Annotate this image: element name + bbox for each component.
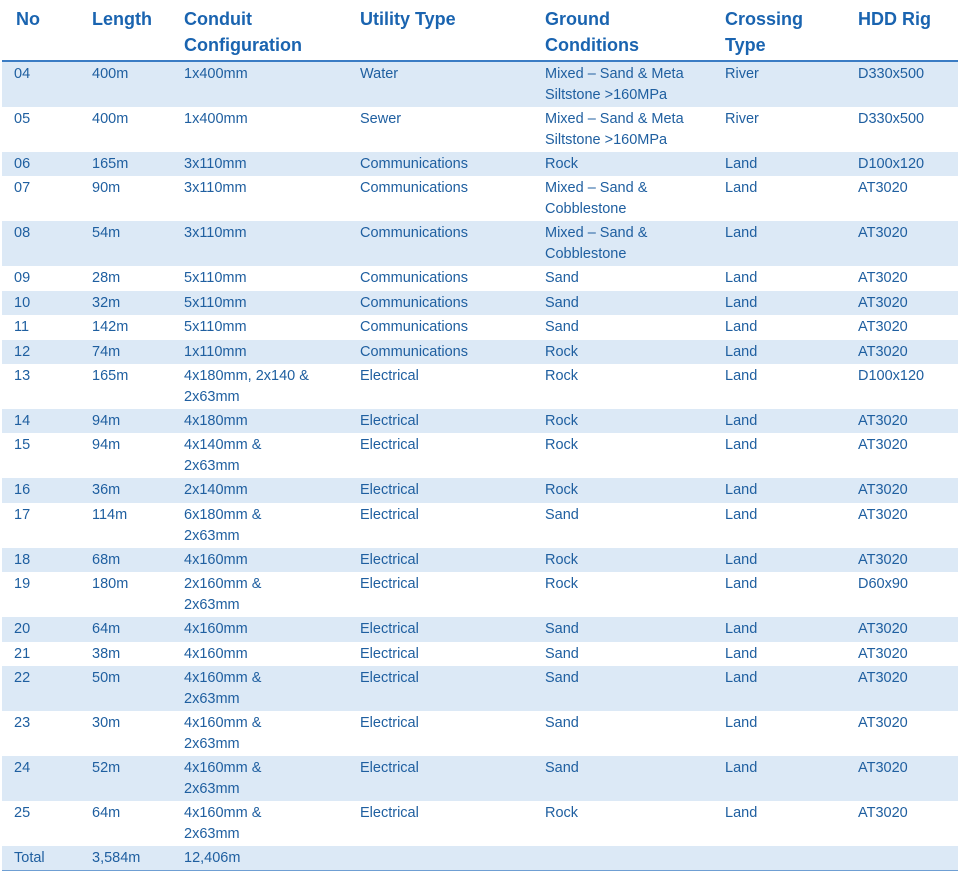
table-row [2, 364, 958, 409]
table-row [2, 503, 958, 548]
cell-no: 10 [2, 291, 80, 315]
cell-length: 30m [92, 714, 121, 731]
cell-no: 19 [14, 576, 31, 593]
cell-length: 74m [80, 340, 172, 364]
cell-length: 94m [80, 409, 172, 433]
cell-crossing-type: Land [725, 804, 758, 821]
cell-utility-type: Electrical [348, 409, 533, 433]
cell-conduit-configuration: 4x140mm & 2x63mm [184, 437, 262, 475]
header-ground-conditions: Ground Conditions [533, 0, 713, 61]
cell-length: 54m [80, 221, 172, 266]
cell-utility-type: Electrical [360, 506, 419, 523]
cell-no: 06 [2, 152, 80, 176]
table-row [2, 642, 958, 666]
cell-no: 23 [14, 714, 31, 731]
table-row [2, 315, 958, 339]
cell-conduit-configuration: 2x160mm & 2x63mm [184, 576, 262, 614]
cell-ground-conditions: Rock [533, 548, 713, 572]
cell-utility-type: Electrical [360, 437, 419, 454]
cell-conduit-configuration: 1x400mm [184, 111, 248, 127]
cell-crossing-type: River [713, 61, 846, 107]
cell-crossing-type: Land [713, 478, 846, 502]
cell-crossing-type: River [725, 111, 759, 127]
cell-ground-conditions: Rock [533, 409, 713, 433]
cell-hdd-rig: AT3020 [858, 437, 908, 454]
cell-crossing-type: Land [725, 319, 758, 336]
cell-crossing-type: Land [713, 548, 846, 572]
cell-ground-conditions: Sand [533, 291, 713, 315]
cell-no: 20 [2, 617, 80, 641]
cell-conduit-configuration: 6x180mm & 2x63mm [184, 506, 262, 544]
cell-crossing-type: Land [725, 180, 758, 197]
cell-length: 50m [80, 666, 172, 711]
cell-length: 90m [92, 180, 121, 197]
table-row [2, 801, 958, 846]
cell-hdd-rig: AT3020 [846, 666, 958, 711]
cell-conduit-configuration: 3x110mm [172, 152, 348, 176]
cell-hdd-rig: D60x90 [858, 576, 908, 593]
cell-utility-type: Electrical [348, 548, 533, 572]
cell-length: 165m [92, 367, 129, 384]
cell-no: 15 [14, 437, 31, 454]
table-row [2, 409, 958, 433]
cell-conduit-configuration: 5x110mm [184, 270, 247, 287]
cell-ground-conditions [533, 846, 713, 871]
cell-hdd-rig [846, 846, 958, 871]
cell-crossing-type: Land [713, 409, 846, 433]
cell-utility-type: Communications [348, 340, 533, 364]
cell-crossing-type: Land [725, 645, 758, 662]
cell-conduit-configuration: 4x160mm & 2x63mm [172, 666, 348, 711]
cell-conduit-configuration: 4x160mm & 2x63mm [172, 756, 348, 801]
cell-hdd-rig: AT3020 [858, 180, 908, 197]
table-row [2, 572, 958, 617]
cell-hdd-rig: AT3020 [846, 340, 958, 364]
cell-length: 68m [80, 548, 172, 572]
header-no: No [2, 0, 80, 61]
cell-crossing-type: Land [713, 291, 846, 315]
cell-conduit-configuration: 1x400mm [172, 61, 348, 107]
cell-crossing-type: Land [713, 756, 846, 801]
cell-utility-type [348, 846, 533, 871]
cell-crossing-type: Land [725, 506, 758, 523]
cell-conduit-configuration: 5x110mm [184, 319, 247, 336]
cell-ground-conditions: Sand [545, 506, 579, 523]
cell-conduit-configuration: 4x180mm, 2x140 & 2x63mm [184, 367, 309, 405]
header-length: Length [80, 0, 172, 61]
cell-no: 21 [14, 645, 31, 662]
cell-length: 400m [80, 61, 172, 107]
cell-crossing-type: Land [713, 340, 846, 364]
cell-utility-type: Electrical [360, 804, 419, 821]
cell-utility-type: Electrical [360, 576, 419, 593]
cell-hdd-rig: AT3020 [858, 506, 908, 523]
hdd-crossings-table [2, 0, 958, 871]
table-row [2, 666, 958, 711]
cell-hdd-rig: AT3020 [858, 645, 908, 662]
cell-length: 64m [80, 617, 172, 641]
cell-no: 25 [14, 804, 31, 821]
cell-utility-type: Communications [348, 291, 533, 315]
cell-hdd-rig: AT3020 [858, 714, 908, 731]
cell-utility-type: Electrical [360, 714, 419, 731]
cell-ground-conditions: Rock [545, 804, 579, 821]
cell-no: 22 [2, 666, 80, 711]
table-row [2, 617, 958, 641]
header-utility-type: Utility Type [348, 0, 533, 61]
cell-utility-type: Communications [348, 152, 533, 176]
table-row [2, 221, 958, 266]
cell-ground-conditions: Mixed – Sand & Meta Siltstone >160MPa [545, 111, 684, 148]
cell-ground-conditions: Rock [545, 367, 579, 384]
cell-no: 09 [14, 270, 31, 287]
table-row [2, 756, 958, 801]
cell-length: 94m [92, 437, 121, 454]
cell-crossing-type: Land [713, 221, 846, 266]
cell-utility-type: Electrical [348, 756, 533, 801]
cell-ground-conditions: Sand [545, 645, 579, 662]
table-row [2, 433, 958, 478]
table-row [2, 152, 958, 176]
cell-utility-type: Electrical [360, 645, 419, 662]
cell-utility-type: Communications [348, 221, 533, 266]
cell-hdd-rig: AT3020 [858, 270, 908, 287]
cell-conduit-configuration: 4x160mm & 2x63mm [184, 714, 262, 752]
cell-conduit-configuration: 3x110mm [184, 180, 247, 197]
cell-hdd-rig: AT3020 [858, 804, 908, 821]
cell-conduit-configuration: 3x110mm [172, 221, 348, 266]
cell-hdd-rig: AT3020 [846, 478, 958, 502]
cell-no: 04 [2, 61, 80, 107]
cell-ground-conditions: Rock [545, 437, 579, 454]
header-row [2, 0, 958, 61]
cell-hdd-rig: D330x500 [858, 111, 925, 127]
cell-no: 07 [14, 180, 31, 197]
table-row [2, 478, 958, 502]
cell-length: 180m [92, 576, 129, 593]
cell-ground-conditions: Sand [533, 617, 713, 641]
table-row [2, 291, 958, 315]
cell-hdd-rig: AT3020 [846, 409, 958, 433]
cell-hdd-rig: AT3020 [846, 756, 958, 801]
cell-length: 165m [80, 152, 172, 176]
cell-length: 142m [92, 319, 129, 336]
cell-crossing-type: Land [713, 666, 846, 711]
cell-conduit-configuration: 2x140mm [172, 478, 348, 502]
table-row [2, 266, 958, 290]
cell-no: 18 [2, 548, 80, 572]
cell-hdd-rig: D100x120 [858, 367, 925, 384]
cell-ground-conditions: Mixed – Sand & Cobblestone [533, 221, 713, 266]
cell-utility-type: Sewer [360, 111, 402, 127]
cell-hdd-rig: AT3020 [846, 617, 958, 641]
table-row [2, 107, 958, 152]
cell-no: 14 [2, 409, 80, 433]
cell-utility-type: Electrical [360, 367, 419, 384]
cell-utility-type: Communications [360, 319, 468, 336]
cell-conduit-configuration: 1x110mm [172, 340, 348, 364]
cell-ground-conditions: Mixed – Sand & Cobblestone [545, 180, 648, 218]
cell-no: 08 [2, 221, 80, 266]
cell-ground-conditions: Rock [545, 576, 579, 593]
table-row [2, 711, 958, 756]
cell-ground-conditions: Sand [545, 270, 579, 287]
cell-length: 114m [92, 506, 128, 523]
cell-utility-type: Electrical [348, 666, 533, 711]
cell-length: 52m [80, 756, 172, 801]
cell-no: 11 [14, 319, 30, 336]
cell-length: 38m [92, 645, 121, 662]
cell-length: 28m [92, 270, 121, 287]
cell-utility-type: Electrical [348, 478, 533, 502]
cell-hdd-rig: AT3020 [858, 319, 908, 336]
cell-length: 400m [92, 111, 129, 127]
cell-length: 3,584m [80, 846, 172, 871]
cell-conduit-configuration: 5x110mm [172, 291, 348, 315]
cell-hdd-rig: AT3020 [846, 548, 958, 572]
cell-length: 32m [80, 291, 172, 315]
cell-no: 05 [14, 111, 31, 127]
cell-crossing-type: Land [725, 367, 758, 384]
cell-no: 17 [14, 506, 31, 523]
cell-ground-conditions: Mixed – Sand & Meta Siltstone >160MPa [533, 61, 713, 107]
cell-utility-type: Electrical [348, 617, 533, 641]
cell-crossing-type: Land [725, 270, 758, 287]
cell-no: 12 [2, 340, 80, 364]
cell-ground-conditions: Rock [533, 152, 713, 176]
cell-utility-type: Water [348, 61, 533, 107]
cell-ground-conditions: Rock [533, 478, 713, 502]
cell-length: 64m [92, 804, 121, 821]
cell-crossing-type [713, 846, 846, 871]
cell-hdd-rig: D330x500 [846, 61, 958, 107]
cell-no: 16 [2, 478, 80, 502]
cell-ground-conditions: Sand [533, 756, 713, 801]
table-row [2, 340, 958, 364]
cell-conduit-configuration: 4x160mm & 2x63mm [184, 804, 262, 842]
cell-conduit-configuration: 12,406m [172, 846, 348, 871]
cell-conduit-configuration: 4x180mm [172, 409, 348, 433]
header-crossing-type: Crossing Type [713, 0, 846, 61]
cell-length: 36m [80, 478, 172, 502]
table-row [2, 61, 958, 107]
cell-no: 13 [14, 367, 31, 384]
cell-hdd-rig: D100x120 [846, 152, 958, 176]
cell-conduit-configuration: 4x160mm [172, 548, 348, 572]
cell-crossing-type: Land [725, 714, 758, 731]
cell-ground-conditions: Sand [545, 319, 579, 336]
cell-ground-conditions: Sand [545, 714, 579, 731]
table-body [2, 61, 958, 870]
table-header [2, 0, 958, 61]
table-row [2, 548, 958, 572]
cell-no: Total [2, 846, 80, 871]
cell-crossing-type: Land [725, 437, 758, 454]
cell-utility-type: Communications [360, 180, 468, 197]
cell-ground-conditions: Rock [533, 340, 713, 364]
total-row [2, 846, 958, 871]
cell-no: 24 [2, 756, 80, 801]
cell-conduit-configuration: 4x160mm [172, 617, 348, 641]
header-conduit-configuration: Conduit Configuration [172, 0, 348, 61]
cell-ground-conditions: Sand [533, 666, 713, 711]
cell-conduit-configuration: 4x160mm [184, 645, 248, 662]
cell-crossing-type: Land [725, 576, 758, 593]
table-row [2, 176, 958, 221]
cell-crossing-type: Land [713, 152, 846, 176]
cell-crossing-type: Land [713, 617, 846, 641]
header-hdd-rig: HDD Rig [846, 0, 958, 61]
cell-utility-type: Communications [360, 270, 468, 287]
cell-hdd-rig: AT3020 [846, 291, 958, 315]
cell-hdd-rig: AT3020 [846, 221, 958, 266]
